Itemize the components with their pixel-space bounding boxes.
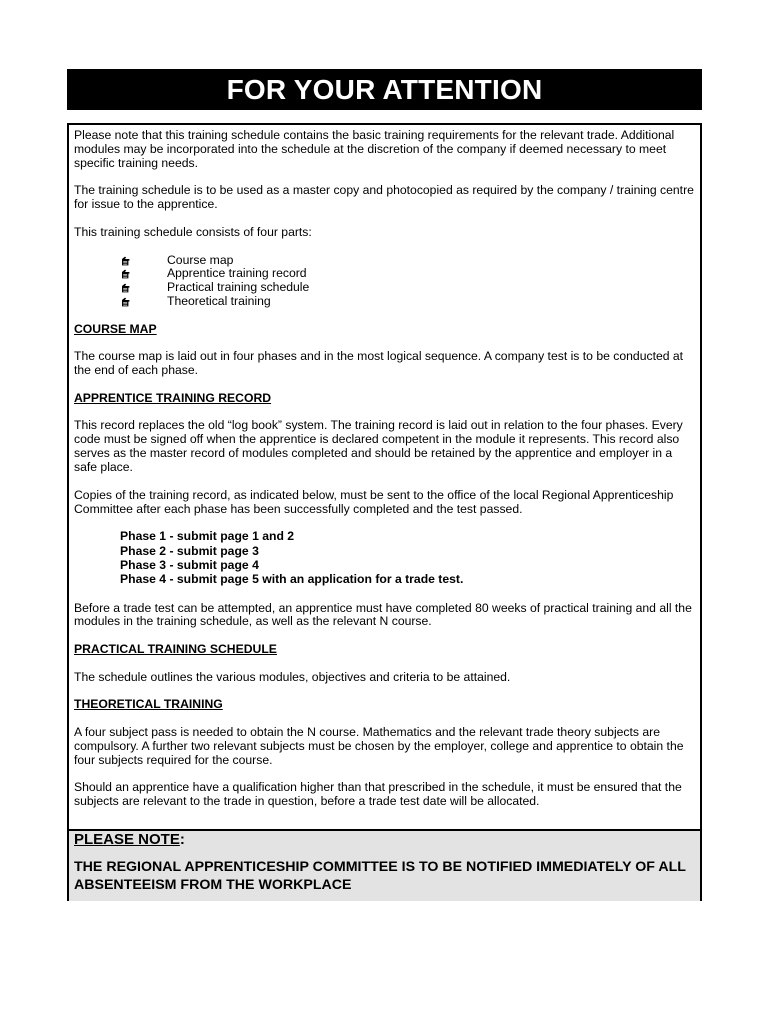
list-item: [74, 281, 698, 295]
please-note-label: PLEASE NOTE: [74, 831, 180, 848]
list-item-label: Course map: [167, 252, 234, 267]
list-item: [74, 267, 698, 281]
parts-list: [74, 254, 698, 310]
finger-pointer-icon: [121, 256, 130, 266]
list-item-label: Practical training schedule: [167, 280, 310, 295]
list-item: [74, 254, 698, 268]
training-record-text-2: Copies of the training record, as indicated below, must be sent to the office of the local Regional Apprenticeship Committee after each phase has been successfully completed and the test passed.: [74, 487, 674, 516]
phase-item: Phase 3 - submit page 4: [120, 558, 259, 573]
please-note-title: [74, 831, 185, 849]
page-title: FOR YOUR ATTENTION: [67, 69, 702, 110]
practical-heading: PRACTICAL TRAINING SCHEDULE: [74, 642, 277, 656]
intro-paragraph-1: Please note that this training schedule contains the basic training requirements for the relevant trade. Additional modules may be incorporated into the schedule at the discretion of the company if deemed necessary to meet specific training needs.: [74, 128, 675, 170]
list-item-label: Apprentice training record: [167, 266, 307, 281]
please-note-box: [69, 829, 700, 901]
please-note-colon: :: [179, 831, 185, 848]
phase-item: Phase 4 - submit page 5 with an application for a trade test.: [120, 572, 464, 587]
list-item-label: Theoretical training: [167, 294, 271, 309]
attention-content: [74, 129, 698, 823]
finger-pointer-icon: [121, 283, 130, 293]
please-note-body: THE REGIONAL APPRENTICESHIP COMMITTEE IS TO BE NOTIFIED IMMEDIATELY OF ALL ABSENTEEISM FROM THE WORKPLACE: [74, 859, 686, 893]
finger-pointer-icon: [121, 297, 130, 307]
training-record-text-3: Before a trade test can be attempted, an apprentice must have completed 80 weeks of practical training and all the modules in the training schedule, as well as the relevant N course.: [74, 600, 692, 629]
course-map-heading: COURSE MAP: [74, 321, 157, 336]
attention-box: [67, 123, 702, 901]
theoretical-heading: THEORETICAL TRAINING: [74, 697, 223, 712]
theoretical-text-1: A four subject pass is needed to obtain the N course. Mathematics and the relevant trade theory subjects are compulsory. A further two relevant subjects must be chosen by the employer, college and apprentice to obtain the four subjects required for the course.: [74, 724, 684, 767]
phase-item: Phase 2 - submit page 3: [120, 543, 259, 558]
list-item: [74, 295, 698, 309]
phase-item: Phase 1 - submit page 1 and 2: [120, 529, 295, 544]
course-map-text: The course map is laid out in four phases and in the most logical sequence. A company test is to be conducted at the end of each phase.: [74, 349, 684, 378]
phase-list: [74, 530, 698, 588]
intro-paragraph-3: This training schedule consists of four parts:: [74, 224, 312, 239]
practical-text: The schedule outlines the various modules, objectives and criteria to be attained.: [74, 669, 511, 684]
theoretical-text-2: Should an apprentice have a qualification higher than that prescribed in the schedule, it must be ensured that the subjects are relevant to the trade in question, before a trade test date will be allocated.: [74, 780, 682, 809]
training-record-text-1: This record replaces the old “log book” system. The training record is laid out in relation to the four phases. Every code must be signed off when the apprentice is declared competent in the module it represents. This record also serves as the master record of modules completed and should be retained by the apprentice and employer in a safe place.: [74, 418, 683, 475]
finger-pointer-icon: [121, 269, 130, 279]
intro-paragraph-2: The training schedule is to be used as a master copy and photocopied as required by the company / training centre for issue to the apprentice.: [74, 183, 694, 212]
training-record-heading: APPRENTICE TRAINING RECORD: [74, 390, 272, 405]
